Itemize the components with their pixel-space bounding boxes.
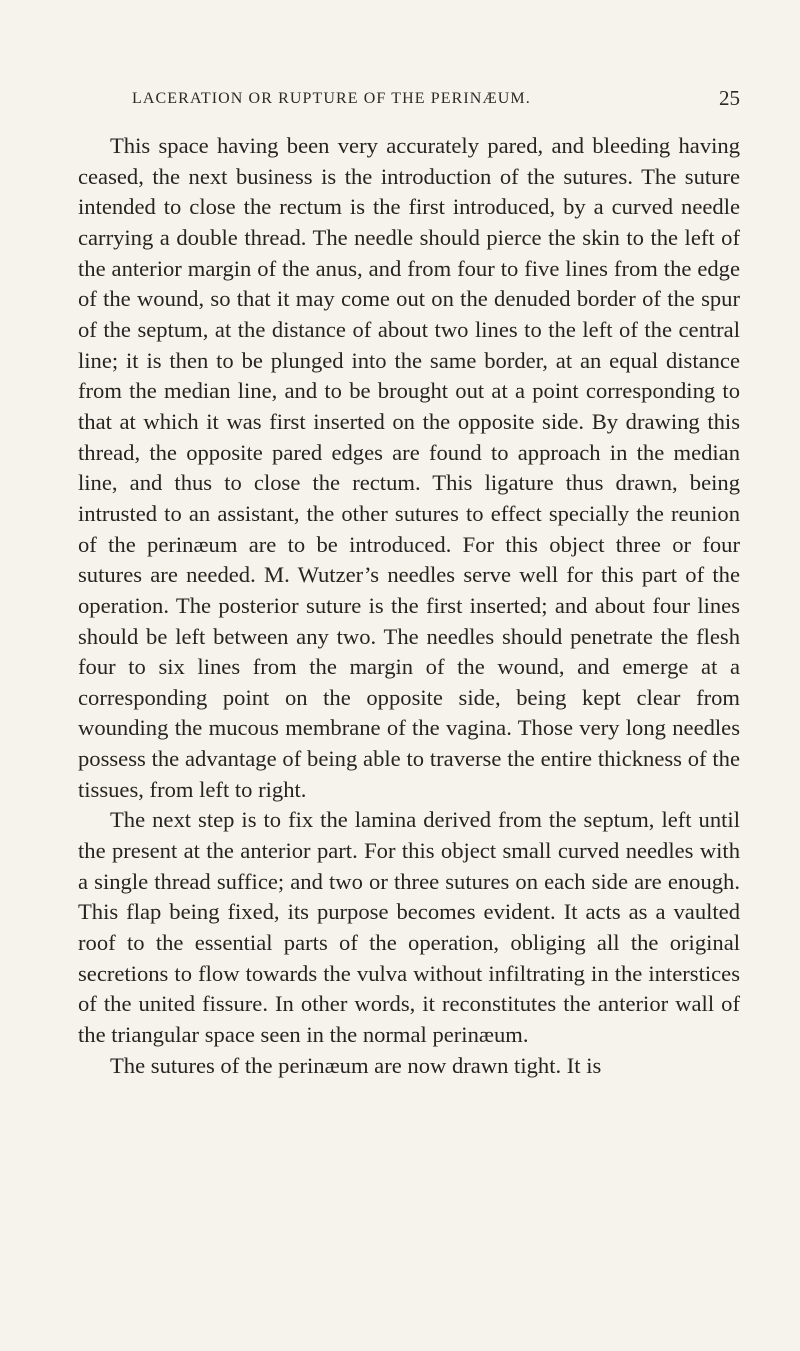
paragraph: The sutures of the perinæum are now drawn tight. It is [110, 1052, 602, 1078]
paragraph: The next step is to fix the lamina derived from the septum, left until the present at the anterior part. For this object small curved needles with a single thread suffice; and two or three sutures on each side are enough. This flap being fixed, its purpose becomes evident. It acts as a vaulted roof to the essential parts of the operation, obliging all the original secretions to flow towards the vulva without infiltrating in the interstices of the united fissure. In other words, it reconstitutes the anterior wall of the triangular space seen in the normal perinæum. [78, 807, 740, 1048]
running-title: LACERATION OR RUPTURE OF THE PERINÆUM. [132, 90, 531, 107]
running-head [132, 86, 740, 116]
paragraph: This space having been very accurately pared, and bleeding having ceased, the next business is the introduction of the sutures. The suture intended to close the rectum is the first introduced, by a curved needle carrying a double thread. The needle should pierce the skin to the left of the anterior margin of the anus, and from four to five lines from the edge of the wound, so that it may come out on the denuded border of the spur of the septum, at the distance of about two lines to the left of the central line; it is then to be plunged into the same border, at an equal distance from the median line, and to be brought out at a point corresponding to that at which it was first inserted on the opposite side. By drawing this thread, the opposite pared edges are found to approach in the median line, and thus to close the rectum. This ligature thus drawn, being intrusted to an assistant, the other sutures to effect specially the reunion of the perinæum are to be introduced. For this object three or four sutures are needed. M. Wutzer’s needles serve well for this part of the operation. The posterior suture is the first inserted; and about four lines should be left between any two. The needles should penetrate the flesh four to six lines from the margin of the wound, and emerge at a corresponding point on the opposite side, being kept clear from wounding the mucous membrane of the vagina. Those very long needles possess the advantage of being able to traverse the entire thickness of the tissues, from left to right. [78, 133, 740, 802]
page-number: 25 [719, 86, 740, 110]
body-text [78, 131, 740, 1081]
